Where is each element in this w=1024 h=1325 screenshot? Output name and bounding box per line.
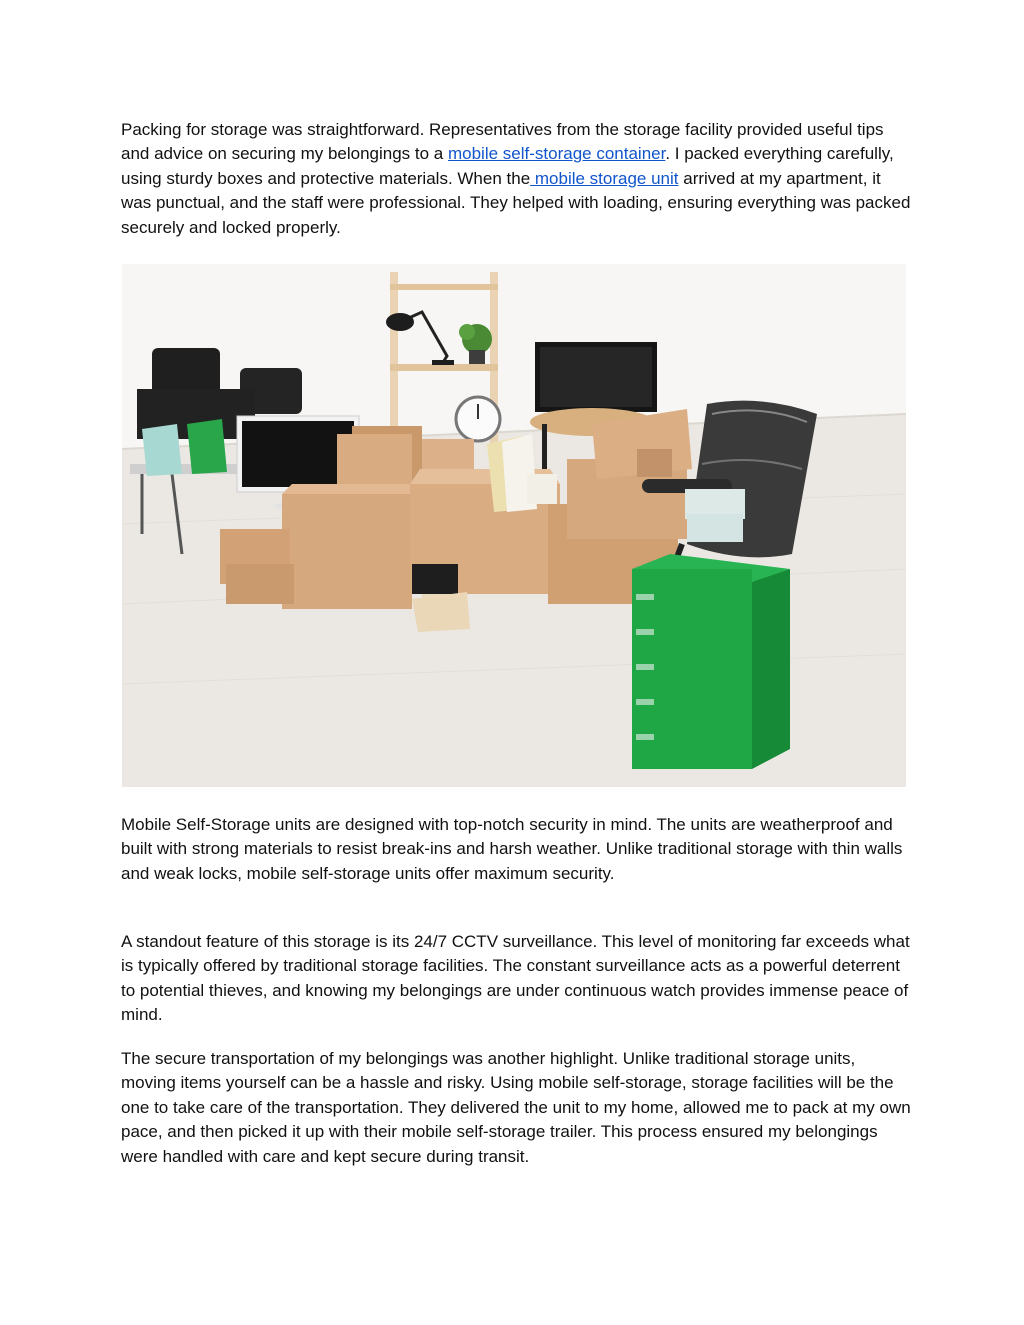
mobile-storage-unit-link[interactable]: mobile storage unit [530,168,679,188]
security-paragraph: Mobile Self-Storage units are designed with top-notch security in mind. The units are weatherproof and built with strong materials to resist break-ins and harsh weather. Unlike traditional storage with thin walls and weak locks, mobile self-storage units offer maximum security. [121,815,903,883]
cctv-paragraph: A standout feature of this storage is its 24/7 CCTV surveillance. This level of monitoring far exceeds what is typically offered by traditional storage facilities. The constant surveillance acts as a powerful deterrent to potential thieves, and knowing my belongings are under continuous watch provides immense peace of mind. [121,932,910,1025]
intro-text-3: arrived at my apartment, it was punctual, and the staff were professional. They helped with loading, ensuring everything was packed securely and locked properly. [121,168,911,237]
intro-text-2: . I packed everything carefully, using sturdy boxes and protective materials. When the [121,144,894,188]
intro-text-1: Packing for storage was straightforward. Representatives from the storage facility provided useful tips and advice on securing my belongings to a [121,120,884,164]
green-filing-cabinet [632,554,790,769]
intro-paragraph [121,118,911,240]
mobile-self-storage-container-link[interactable]: mobile self-storage container [447,144,666,164]
moving-boxes-illustration [122,264,906,787]
moving-boxes-photo [122,264,906,787]
transportation-paragraph: The secure transportation of my belongings was another highlight. Unlike traditional storage units, moving items yourself can be a hassle and risky. Using mobile self-storage, storage facilities will be the one to take care of the transportation. They delivered the unit to my home, allowed me to pack at my own pace, and then picked it up with their mobile self-storage trailer. This process ensured my belongings were handled with care and kept secure during transit. [121,1049,911,1166]
